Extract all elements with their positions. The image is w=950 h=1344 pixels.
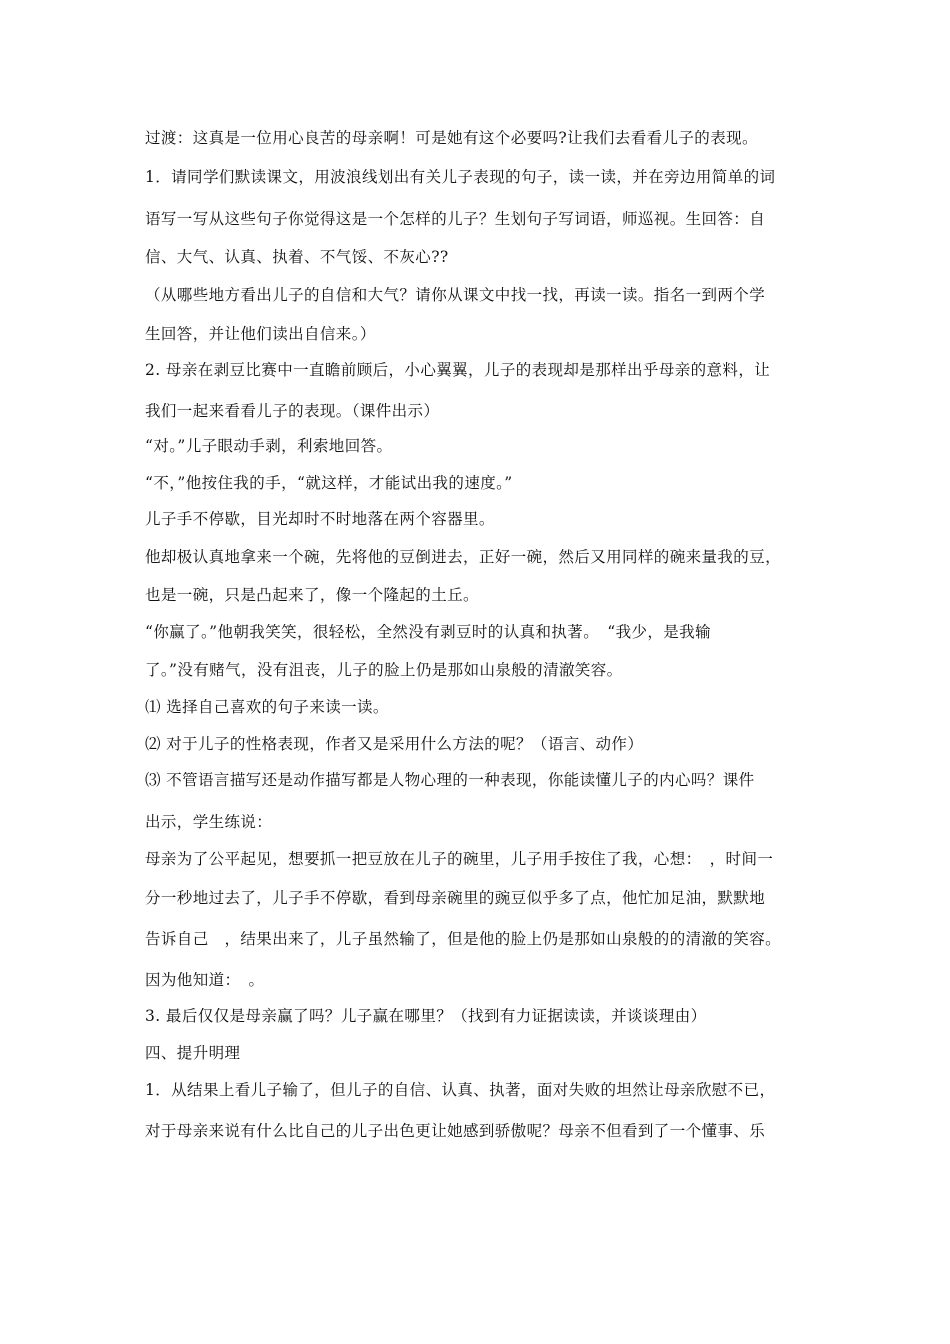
- text-line-6: 生回答，并让他们读出自信来。）: [145, 325, 376, 343]
- text-line-10: “不，”他按住我的手，“就这样，才能试出我的速度。”: [145, 474, 513, 492]
- text-line-17: ⑵ 对于儿子的性格表现，作者又是采用什么方法的呢？（语言、动作）: [145, 735, 644, 753]
- text-line-3: 语写一写从这些句子你觉得这是一个怎样的儿子？生划句子写词语，师巡视。生回答：自: [145, 210, 766, 228]
- text-line-5: （从哪些地方看出儿子的自信和大气？请你从课文中找一找，再读一读。指名一到两个学: [145, 286, 766, 304]
- text-line-12: 他却极认真地拿来一个碗，先将他的豆倒进去，正好一碗，然后又用同样的碗来量我的豆，: [145, 548, 782, 566]
- text-line-9: “对。”儿子眼动手剥，利索地回答。: [145, 437, 393, 455]
- text-line-14: “你赢了。”他朝我笑笑，很轻松，全然没有剥豆时的认真和执著。 “我少，是我输: [145, 623, 711, 641]
- text-line-23: 因为他知道： 。: [145, 971, 265, 989]
- text-line-22: 告诉自己 ，结果出来了，儿子虽然输了，但是他的脸上仍是那如山泉般的的清澈的笑容。: [145, 930, 782, 948]
- text-line-27: 对于母亲来说有什么比自己的儿子出色更让她感到骄傲呢？母亲不但看到了一个懂事、乐: [145, 1122, 766, 1140]
- text-line-16: ⑴ 选择自己喜欢的句子来读一读。: [145, 698, 389, 716]
- text-line-8: 我们一起来看看儿子的表现。（课件出示）: [145, 402, 440, 420]
- text-line-20: 母亲为了公平起见，想要抓一把豆放在儿子的碗里，儿子用手按住了我，心想： ，时间一: [145, 850, 774, 868]
- text-line-11: 儿子手不停歇，目光却时不时地落在两个容器里。: [145, 510, 495, 528]
- text-line-26: 1．从结果上看儿子输了，但儿子的自信、认真、执著，面对失败的坦然让母亲欣慰不已，: [145, 1081, 776, 1099]
- text-line-18: ⑶ 不管语言描写还是动作描写都是人物心理的一种表现，你能读懂儿子的内心吗？课件: [145, 771, 755, 789]
- text-line-13: 也是一碗，只是凸起来了，像一个隆起的土丘。: [145, 586, 479, 604]
- text-line-21: 分一秒地过去了，儿子手不停歇，看到母亲碗里的豌豆似乎多了点，他忙加足油，默默地: [145, 889, 766, 907]
- text-line-7: 2. 母亲在剥豆比赛中一直瞻前顾后，小心翼翼，儿子的表现却是那样出乎母亲的意料，让: [145, 361, 771, 379]
- text-line-15: 了。”没有赌气，没有沮丧，儿子的脸上仍是那如山泉般的清澈笑容。: [145, 661, 623, 679]
- section-heading: 四、提升明理: [145, 1044, 241, 1062]
- text-line-1: 过渡：这真是一位用心良苦的母亲啊！可是她有这个必要吗?让我们去看看儿子的表现。: [145, 129, 758, 147]
- text-line-2: 1．请同学们默读课文，用波浪线划出有关儿子表现的句子，读一读，并在旁边用简单的词: [145, 168, 776, 186]
- text-line-24: 3. 最后仅仅是母亲赢了吗？儿子赢在哪里？（找到有力证据读读，并谈谈理由）: [145, 1007, 707, 1025]
- text-line-4: 信、大气、认真、执着、不气馁、不灰心??: [145, 248, 449, 266]
- text-line-19: 出示，学生练说：: [145, 813, 273, 831]
